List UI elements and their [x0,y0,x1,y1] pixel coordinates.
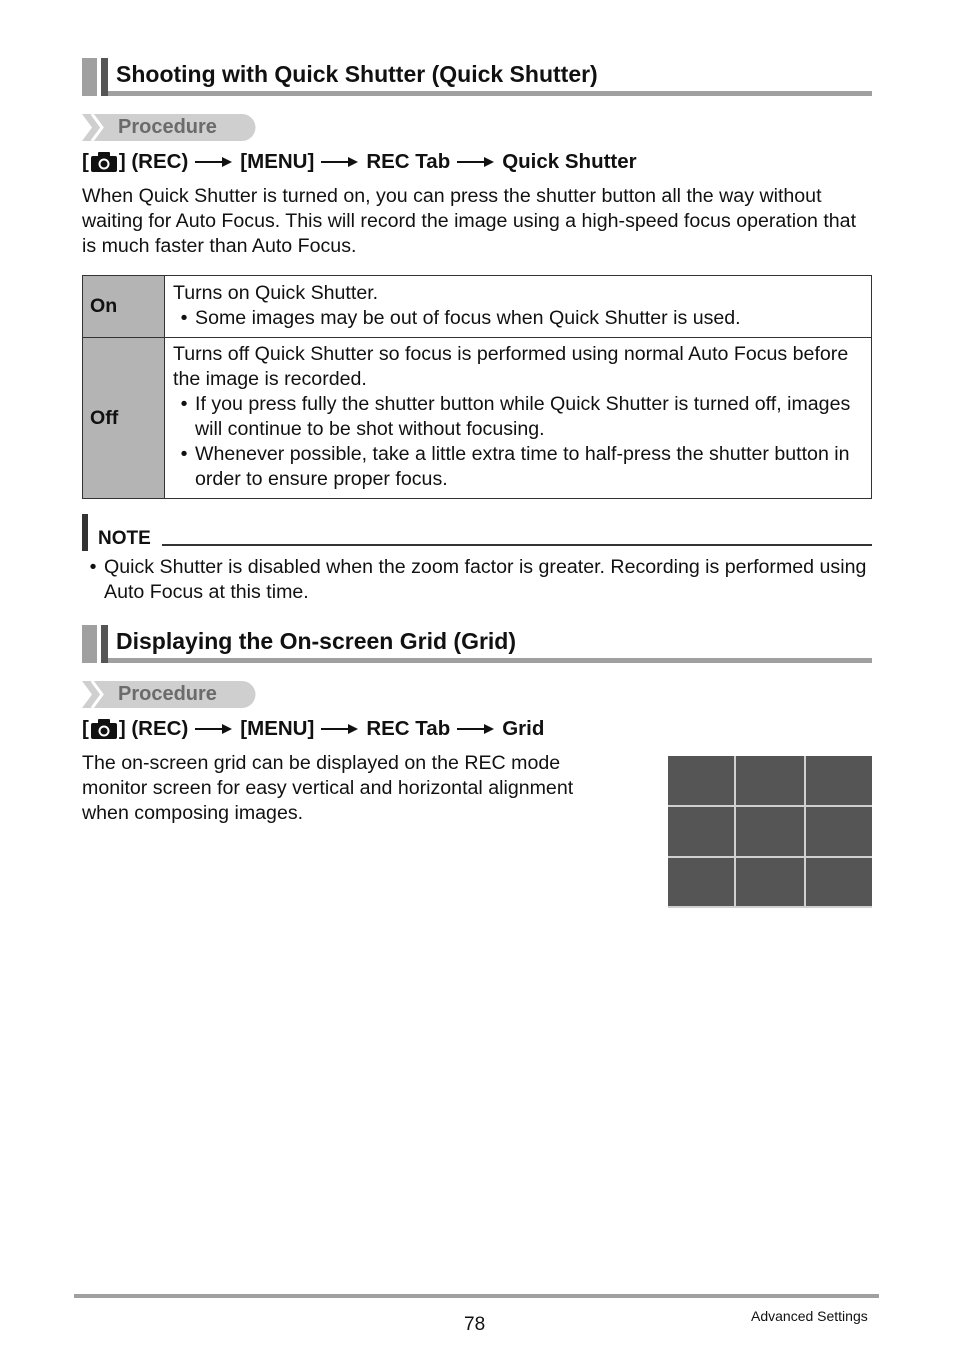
grid-cell [736,756,804,805]
procedure-label: Procedure [118,683,217,705]
arrow-right-icon [457,723,495,735]
note-bullet [82,555,872,605]
bullet-item [173,442,863,492]
menu-path [82,150,637,174]
menu-path [82,717,544,741]
section-heading-quick-shutter [82,58,872,96]
grid-cell [806,756,872,805]
bullet-dot: • [89,556,97,578]
procedure-tag [82,681,256,708]
arrow-right-icon [195,723,233,735]
heading-bar-light [82,58,97,96]
table-row [83,276,872,338]
page-number: 78 [464,1314,486,1335]
arrow-right-icon [321,723,359,735]
grid-cell [668,807,734,856]
path-tab: REC Tab [366,717,451,740]
bullet-dot: • [180,393,188,415]
bullet-item [173,392,863,442]
heading-rule [108,658,872,663]
grid-cell [806,858,872,906]
bullet-dot: • [180,443,188,465]
note-rule [162,544,872,546]
section-title: Displaying the On-screen Grid (Grid) [116,628,517,654]
heading-bar-dark [101,58,108,96]
section-description: The on-screen grid can be displayed on the REC mode monitor screen for easy vertical and horizontal alignment when composing images. [82,752,574,824]
bullet-dot: • [180,306,188,329]
heading-rule [108,91,872,96]
arrow-right-icon [321,156,359,168]
camera-icon [90,151,118,173]
note-bar [82,514,88,551]
path-rec: ] (REC) [118,150,189,173]
section-description: When Quick Shutter is turned on, you can press the shutter button all the way without waiting for Auto Focus. This will record the image using a high-speed focus operation that is much faster than Auto Focus. [82,185,857,257]
option-description [165,338,872,499]
option-key: On [83,276,165,338]
grid-cell [736,807,804,856]
note-label: NOTE [98,528,151,549]
path-menu: [MENU] [240,150,315,173]
footer-section: Advanced Settings [751,1308,868,1324]
camera-icon [90,718,118,740]
path-menu: [MENU] [240,717,315,740]
path-rec: ] (REC) [118,717,189,740]
bullet-text: Some images may be out of focus when Quick Shutter is used. [195,306,741,329]
path-item: Grid [502,717,545,740]
path-tab: REC Tab [366,150,451,173]
bullet-text: Whenever possible, take a little extra time to half-press the shutter button in order to ensure proper focus. [195,443,850,490]
grid-cell [668,858,734,906]
arrow-right-icon [457,156,495,168]
option-key: Off [83,338,165,499]
heading-bar-light [82,625,97,663]
grid-cell [668,756,734,805]
bracket-open: [ [82,150,89,173]
heading-bar-dark [101,625,108,663]
path-item: Quick Shutter [502,150,637,173]
option-text: Turns off Quick Shutter so focus is performed using normal Auto Focus before the image is recorded. [173,343,849,390]
option-description [165,276,872,338]
bullet-item [173,306,863,331]
grid-cell [806,807,872,856]
option-text: Turns on Quick Shutter. [173,281,379,304]
table-row [83,338,872,499]
section-title: Shooting with Quick Shutter (Quick Shutter) [116,61,598,87]
grid-illustration [668,756,872,908]
procedure-label: Procedure [118,116,217,138]
footer-rule [74,1294,879,1298]
bracket-open: [ [82,717,89,740]
options-table [82,275,872,499]
section-heading-grid [82,625,872,663]
procedure-tag [82,114,256,141]
note-text: Quick Shutter is disabled when the zoom factor is greater. Recording is performed using Auto Focus at this time. [104,556,867,603]
arrow-right-icon [195,156,233,168]
grid-cell [736,858,804,906]
bullet-text: If you press fully the shutter button while Quick Shutter is turned off, images will continue to be shot without focusing. [195,393,851,440]
